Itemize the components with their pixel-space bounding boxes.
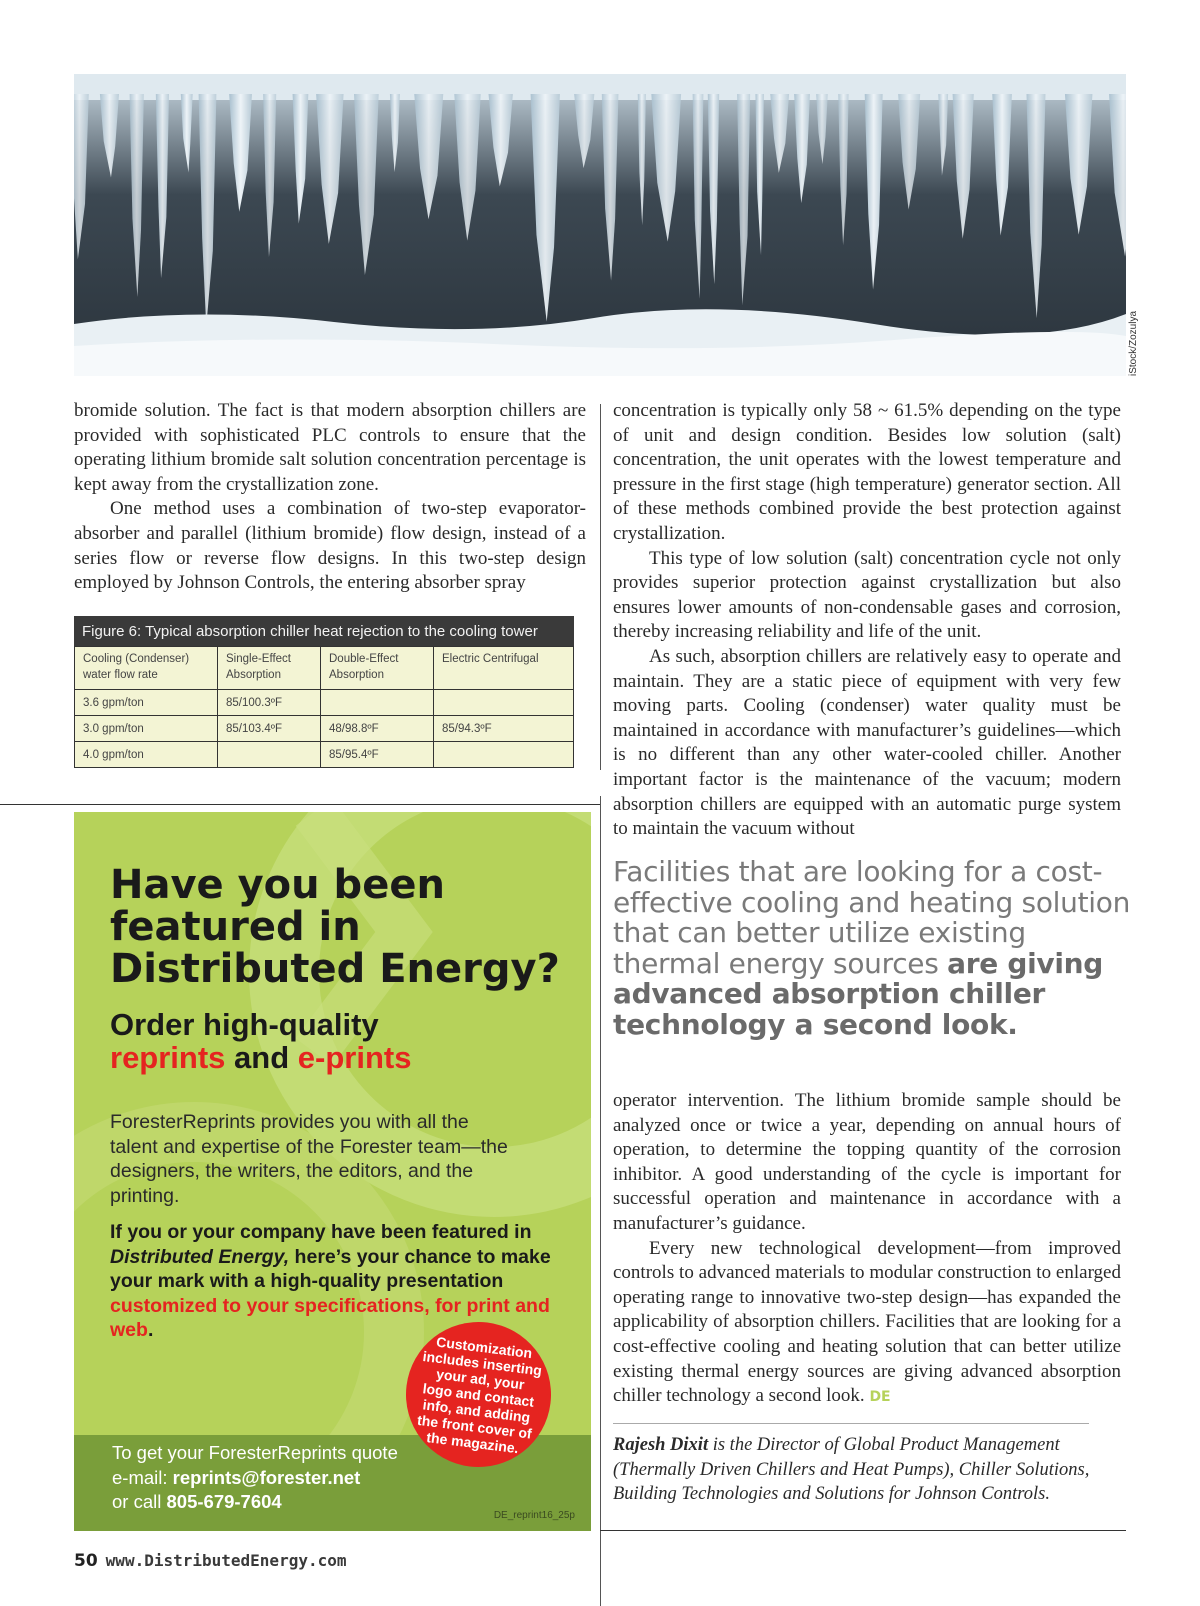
author-bio: is the Director of Global Product Management (Thermally Driven Chillers and Heat Pumps), Chiller Solutions, Building Technologies and Solutions for Johnson Controls. bbox=[613, 1435, 1090, 1505]
author-byline bbox=[613, 1433, 1123, 1507]
left-column-top bbox=[74, 399, 586, 596]
contact-email-line bbox=[112, 1466, 442, 1491]
table-cell bbox=[218, 742, 321, 768]
end-mark: DE bbox=[869, 1389, 891, 1406]
table-header-row bbox=[75, 647, 574, 690]
pull-quote-light: Facilities that are looking for a cost-effective cooling and heating solution that can better utilize existing thermal energy sources bbox=[613, 855, 1131, 980]
paragraph-text: Every new technological development—from improved controls to advanced materials to modular construction to enlarged operating range to innovative two-step design—has expanded the applicability of absorption chillers. Facilities that are looking for a cost-effective cooling and heating solution that can better utilize existing thermal energy sources are giving advanced absorption chiller technology a second look. bbox=[613, 1237, 1121, 1407]
table-header-cell: Electric Centrifugal bbox=[434, 647, 574, 690]
table-cell: 85/103.4ºF bbox=[218, 716, 321, 742]
photo-credit: iStock/Zozulya bbox=[1128, 310, 1139, 376]
icicles-photo bbox=[74, 74, 1126, 376]
ad-subheadline bbox=[110, 1008, 570, 1074]
byline-rule bbox=[613, 1423, 1089, 1424]
figure-title: Figure 6: Typical absorption chiller heat rejection to the cooling tower bbox=[74, 616, 574, 646]
paragraph: bromide solution. The fact is that modern absorption chillers are provided with sophisticated PLC controls to ensure that the operating lithium bromide salt solution concentration percentage is kept away from the crystallization zone. bbox=[74, 400, 586, 495]
paragraph: As such, absorption chillers are relatively easy to operate and maintain. They are a static piece of equipment with very few moving parts. Cooling (condenser) water quality must be maintained in accordance with manufacturer’s guidelines—which is no different than any other water-cooled chiller. Another important factor is the maintenance of the vacuum; modern absorption chillers are equipped with an automatic purge system to maintain the vacuum without bbox=[613, 645, 1121, 840]
right-column-top bbox=[613, 399, 1121, 842]
page-footer bbox=[74, 1551, 347, 1571]
figure-6-table bbox=[74, 616, 574, 768]
ad-sub-eprints: e-prints bbox=[297, 1040, 412, 1075]
paragraph: operator intervention. The lithium bromide sample should be analyzed once or twice a year, depending on annual hours of operation, to determine the topping quantity of the corrosion inhibitor. A good understanding of the cycle is important for successful operation and maintenance in accordance with a manufacturer’s guidance. bbox=[613, 1090, 1121, 1234]
table-row bbox=[75, 742, 574, 768]
pull-quote bbox=[613, 857, 1133, 1041]
ad-sub-text: Order high-quality bbox=[110, 1007, 379, 1042]
table-cell bbox=[434, 742, 574, 768]
email-label: e-mail: bbox=[112, 1466, 173, 1488]
ad-pitch-text: here’s your chance to make your mark with a high-quality presentation bbox=[110, 1245, 551, 1292]
ad-pitch-end: . bbox=[147, 1319, 154, 1341]
contact-phone-line bbox=[112, 1490, 442, 1515]
pull-quote-bold: are giving advanced absorption chiller technology a second look. bbox=[613, 946, 1104, 1041]
paragraph bbox=[613, 1237, 1121, 1410]
phone-label: or call bbox=[112, 1491, 167, 1512]
contact-line: To get your ForesterReprints quote bbox=[112, 1442, 398, 1463]
ad-body: ForesterReprints provides you with all the talent and expertise of the Forester team—the designers, the writers, the editors, and the printing. bbox=[110, 1111, 508, 1207]
table-cell: 3.0 gpm/ton bbox=[75, 716, 218, 742]
icicles-image bbox=[74, 74, 1126, 376]
table-header-cell: Cooling (Condenser) water flow rate bbox=[75, 647, 218, 690]
ad-pitch-magazine: Distributed Energy, bbox=[110, 1245, 290, 1268]
table-row bbox=[75, 716, 574, 742]
phone-link[interactable]: 805-679-7604 bbox=[166, 1491, 282, 1512]
ad-sub-and: and bbox=[225, 1040, 298, 1075]
reprints-ad[interactable] bbox=[74, 812, 591, 1531]
ad-sub-reprints: reprints bbox=[110, 1040, 226, 1075]
paragraph: This type of low solution (salt) concentration cycle not only provides superior protection against crystallization but also ensures lower amounts of non-condensable gases and corrosion, thereby increasing reliability and life of the unit. bbox=[613, 547, 1121, 643]
paragraph: One method uses a combination of two-step evaporator-absorber and parallel (lithium bromide) flow design, instead of a series flow or reverse flow designs. In this two-step design employed by Johnson Controls, the entering absorber spray bbox=[74, 498, 586, 594]
badge-text: Customization includes inserting your ad, your logo and contact info, and adding the front cover of the magazine. bbox=[416, 1333, 543, 1456]
bottom-rule bbox=[600, 1530, 1126, 1531]
ad-contact bbox=[112, 1441, 442, 1515]
website-url[interactable]: www.DistributedEnergy.com bbox=[105, 1551, 347, 1570]
table-row bbox=[75, 690, 574, 716]
ad-pitch-text: If you or your company have been featured in bbox=[110, 1221, 532, 1243]
ad-code: DE_reprint16_25p bbox=[493, 1510, 575, 1521]
table-cell bbox=[321, 690, 434, 716]
paragraph: concentration is typically only 58 ~ 61.5% depending on the type of unit and design condition. Besides low solution (salt) concentration, the unit operates with the lowest temperature and pressure in the first stage (high temperature) generator section. All of these methods combined provide the best protection against crystallization. bbox=[613, 400, 1121, 544]
ad-top-rule bbox=[0, 804, 600, 805]
page-number: 50 bbox=[74, 1551, 98, 1571]
table-cell: 85/95.4ºF bbox=[321, 742, 434, 768]
table-cell: 48/98.8ºF bbox=[321, 716, 434, 742]
table-header-cell: Single-Effect Absorption bbox=[218, 647, 321, 690]
table-header-cell: Double-Effect Absorption bbox=[321, 647, 434, 690]
data-table bbox=[74, 646, 574, 768]
column-divider bbox=[600, 796, 601, 1606]
email-link[interactable]: reprints@forester.net bbox=[172, 1466, 361, 1488]
table-cell bbox=[434, 690, 574, 716]
author-name: Rajesh Dixit bbox=[613, 1435, 709, 1455]
right-column-bottom bbox=[613, 1089, 1121, 1410]
column-divider bbox=[600, 404, 601, 770]
ad-headline: Have you been featured in Distributed Energy? bbox=[110, 862, 560, 992]
table-cell: 3.6 gpm/ton bbox=[75, 690, 218, 716]
table-cell: 85/100.3ºF bbox=[218, 690, 321, 716]
table-cell: 85/94.3ºF bbox=[434, 716, 574, 742]
table-cell: 4.0 gpm/ton bbox=[75, 742, 218, 768]
ad-pitch-highlight: customized to your specifications, for print and web bbox=[110, 1294, 550, 1341]
